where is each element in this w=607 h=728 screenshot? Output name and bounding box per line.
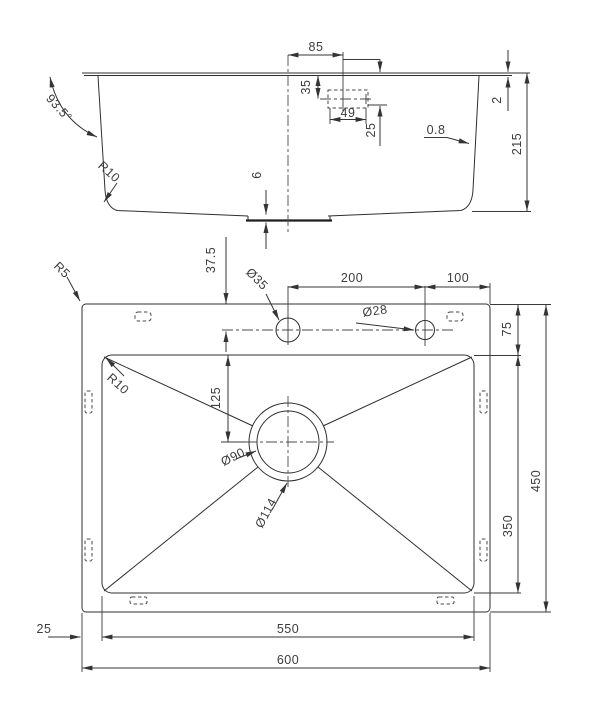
plan-bowl-outline	[102, 355, 474, 593]
dim-0-8-label: 0.8	[426, 123, 446, 137]
dim-450-label: 450	[529, 469, 543, 493]
dim-2-label: 2	[490, 96, 504, 104]
dim-37-5-label: 37.5	[204, 246, 218, 274]
dim-25-section-label: 25	[364, 122, 378, 138]
dia-114-label: Ø114	[252, 495, 280, 531]
dia-28-leader	[356, 323, 414, 330]
dim-200-label: 200	[340, 271, 364, 285]
dim-350-label: 350	[501, 514, 515, 538]
radius-r10-section-label: R10	[95, 158, 123, 186]
angle-93-5-label: 93.5°	[43, 91, 75, 125]
dimension-labels	[37, 40, 543, 667]
dim-35-label: 35	[299, 79, 313, 95]
dim-85-label: 85	[308, 40, 324, 54]
dim-215-label: 215	[510, 132, 524, 156]
dim-75-label: 75	[500, 321, 514, 337]
radius-r5-leader	[67, 277, 80, 301]
clip-top-left	[135, 312, 151, 321]
plan-outer-rim	[82, 304, 490, 612]
dia-35-label: Ø35	[243, 265, 271, 293]
mounting-clips	[85, 312, 487, 604]
bowl-slope-diagonals	[104, 357, 472, 591]
clip-right-lower	[480, 539, 487, 561]
radius-r10-plan-label: R10	[104, 370, 132, 398]
clip-right-upper	[480, 391, 487, 413]
dim-125-label: 125	[209, 386, 223, 410]
clip-bottom-right	[437, 597, 454, 604]
plan-view	[48, 237, 551, 672]
dia-28-label: Ø28	[361, 302, 389, 320]
dia-35-leader	[266, 294, 279, 320]
dia-90-label: Ø90	[218, 445, 248, 469]
clip-top-right	[447, 312, 463, 321]
clip-bottom-left	[130, 597, 147, 604]
dim-550-label: 550	[276, 622, 300, 636]
dim-100-label: 100	[446, 271, 470, 285]
dim-0-8-leader	[447, 138, 469, 144]
dim-49-label: 49	[340, 106, 356, 120]
dim-6-label: 6	[250, 171, 264, 179]
section-right-wall	[328, 76, 479, 216]
dim-25-plan-label: 25	[36, 622, 52, 636]
clip-left-upper	[85, 391, 92, 413]
dim-600-label: 600	[276, 653, 300, 667]
section-view	[50, 50, 531, 249]
clip-left-lower	[85, 539, 92, 561]
section-left-wall	[98, 76, 248, 216]
radius-r10-section-leader	[104, 183, 117, 202]
radius-r5-label: R5	[51, 259, 73, 281]
